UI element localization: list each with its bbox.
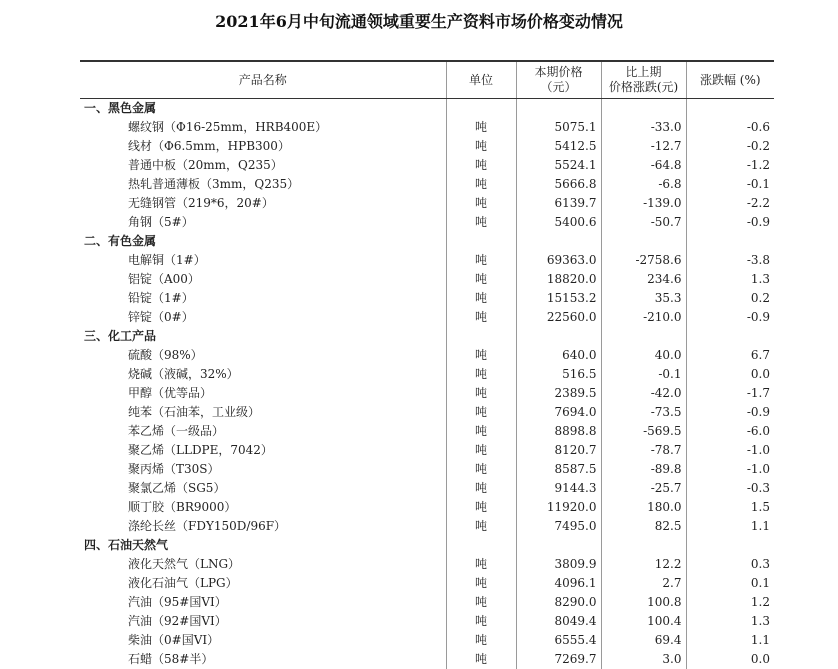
price-cell: 8120.7 xyxy=(516,441,601,460)
unit-cell: 吨 xyxy=(446,384,516,403)
change-cell: -25.7 xyxy=(601,479,686,498)
change-cell: -78.7 xyxy=(601,441,686,460)
page-title: 2021年6月中旬流通领域重要生产资料市场价格变动情况 xyxy=(215,12,623,31)
product-name-cell: 锌锭（0#） xyxy=(80,308,446,327)
change-cell: 100.8 xyxy=(601,593,686,612)
table-row xyxy=(80,593,774,612)
product-name-cell: 聚乙烯（LLDPE，7042） xyxy=(80,441,446,460)
percent-cell: 6.7 xyxy=(750,348,770,362)
change-cell: 100.4 xyxy=(601,612,686,631)
percent-cell: 1.1 xyxy=(750,519,770,533)
price-cell: 18820.0 xyxy=(516,270,601,289)
change-cell: 12.2 xyxy=(601,555,686,574)
category-name: 一、黑色金属 xyxy=(80,99,446,119)
price-cell: 8290.0 xyxy=(516,593,601,612)
table-row xyxy=(80,517,774,536)
price-cell: 6555.4 xyxy=(516,631,601,650)
product-name-cell: 铝锭（A00） xyxy=(80,270,446,289)
change-cell: 35.3 xyxy=(601,289,686,308)
category-name: 二、有色金属 xyxy=(80,232,446,251)
product-name-cell: 纯苯（石油苯，工业级） xyxy=(80,403,446,422)
product-name-cell: 石蜡（58#半） xyxy=(80,650,446,669)
unit-cell: 吨 xyxy=(446,137,516,156)
table-row xyxy=(80,270,774,289)
unit-cell: 吨 xyxy=(446,346,516,365)
percent-cell: 0.3 xyxy=(750,557,770,571)
table-row xyxy=(80,631,774,650)
price-cell: 2389.5 xyxy=(516,384,601,403)
price-cell: 11920.0 xyxy=(516,498,601,517)
price-cell: 69363.0 xyxy=(516,251,601,270)
product-name-cell: 热轧普通薄板（3mm，Q235） xyxy=(80,175,446,194)
change-cell: 180.0 xyxy=(601,498,686,517)
percent-cell: 0.1 xyxy=(750,576,770,590)
price-cell: 15153.2 xyxy=(516,289,601,308)
empty-cell xyxy=(516,99,601,119)
price-cell: 516.5 xyxy=(516,365,601,384)
table-row xyxy=(80,574,774,593)
category-row xyxy=(80,536,774,555)
empty-cell xyxy=(686,327,774,346)
table-row xyxy=(80,308,774,327)
empty-cell xyxy=(446,232,516,251)
change-cell: 40.0 xyxy=(601,346,686,365)
header-change-line2: 价格涨跌(元) xyxy=(608,80,679,94)
percent-cell: -0.1 xyxy=(746,177,770,191)
category-name: 三、化工产品 xyxy=(80,327,446,346)
table-row xyxy=(80,213,774,232)
price-cell: 8898.8 xyxy=(516,422,601,441)
price-cell: 5524.1 xyxy=(516,156,601,175)
change-cell: -89.8 xyxy=(601,460,686,479)
header-price-line1: 本期价格 xyxy=(534,65,583,79)
price-cell: 5412.5 xyxy=(516,137,601,156)
change-cell: -2758.6 xyxy=(601,251,686,270)
change-cell: -73.5 xyxy=(601,403,686,422)
empty-cell xyxy=(516,536,601,555)
unit-cell: 吨 xyxy=(446,118,516,137)
empty-cell xyxy=(601,536,686,555)
change-cell: 3.0 xyxy=(601,650,686,669)
table-row xyxy=(80,194,774,213)
table-row xyxy=(80,365,774,384)
price-cell: 7694.0 xyxy=(516,403,601,422)
percent-cell: 0.2 xyxy=(750,291,770,305)
product-name-cell: 角钢（5#） xyxy=(80,213,446,232)
price-cell: 5075.1 xyxy=(516,118,601,137)
percent-cell: 0.0 xyxy=(750,367,770,381)
table-row xyxy=(80,175,774,194)
percent-cell: -2.2 xyxy=(746,196,770,210)
unit-cell: 吨 xyxy=(446,194,516,213)
price-table xyxy=(80,60,774,669)
percent-cell: -0.3 xyxy=(746,481,770,495)
price-cell: 4096.1 xyxy=(516,574,601,593)
empty-cell xyxy=(516,232,601,251)
percent-cell: -0.2 xyxy=(746,139,770,153)
empty-cell xyxy=(446,536,516,555)
product-name-cell: 螺纹钢（Φ16-25mm，HRB400E） xyxy=(80,118,446,137)
product-name-cell: 聚氯乙烯（SG5） xyxy=(80,479,446,498)
header-price-line2: （元） xyxy=(540,80,577,94)
empty-cell xyxy=(686,232,774,251)
empty-cell xyxy=(601,232,686,251)
change-cell: -12.7 xyxy=(601,137,686,156)
unit-cell: 吨 xyxy=(446,365,516,384)
product-name-cell: 涤纶长丝（FDY150D/96F） xyxy=(80,517,446,536)
product-name-cell: 线材（Φ6.5mm，HPB300） xyxy=(80,137,446,156)
empty-cell xyxy=(446,99,516,119)
percent-cell: 1.3 xyxy=(750,614,770,628)
table-row xyxy=(80,479,774,498)
table-row xyxy=(80,289,774,308)
percent-cell: -0.9 xyxy=(746,405,770,419)
product-name-cell: 铅锭（1#） xyxy=(80,289,446,308)
empty-cell xyxy=(516,327,601,346)
header-change-line1: 比上期 xyxy=(625,65,662,79)
table-row xyxy=(80,612,774,631)
table-row xyxy=(80,650,774,669)
change-cell: -210.0 xyxy=(601,308,686,327)
percent-cell: -1.2 xyxy=(746,158,770,172)
empty-cell xyxy=(446,327,516,346)
change-cell: -64.8 xyxy=(601,156,686,175)
product-name-cell: 柴油（0#国VI） xyxy=(80,631,446,650)
product-name-cell: 液化石油气（LPG） xyxy=(80,574,446,593)
change-cell: -0.1 xyxy=(601,365,686,384)
unit-cell: 吨 xyxy=(446,270,516,289)
unit-cell: 吨 xyxy=(446,650,516,669)
price-cell: 640.0 xyxy=(516,346,601,365)
table-row xyxy=(80,403,774,422)
unit-cell: 吨 xyxy=(446,517,516,536)
unit-cell: 吨 xyxy=(446,479,516,498)
product-name-cell: 普通中板（20mm，Q235） xyxy=(80,156,446,175)
table-row xyxy=(80,441,774,460)
percent-cell: -1.7 xyxy=(746,386,770,400)
percent-cell: 1.2 xyxy=(750,595,770,609)
price-cell: 8049.4 xyxy=(516,612,601,631)
empty-cell xyxy=(686,536,774,555)
change-cell: -50.7 xyxy=(601,213,686,232)
product-name-cell: 无缝钢管（219*6，20#） xyxy=(80,194,446,213)
unit-cell: 吨 xyxy=(446,156,516,175)
unit-cell: 吨 xyxy=(446,308,516,327)
product-name-cell: 聚丙烯（T30S） xyxy=(80,460,446,479)
category-row xyxy=(80,327,774,346)
table-body xyxy=(80,99,774,669)
price-cell: 7269.7 xyxy=(516,650,601,669)
unit-cell: 吨 xyxy=(446,422,516,441)
table-row xyxy=(80,251,774,270)
percent-cell: -6.0 xyxy=(746,424,770,438)
change-cell: -139.0 xyxy=(601,194,686,213)
category-row xyxy=(80,232,774,251)
header-percent: 涨跌幅 (%) xyxy=(686,61,774,99)
percent-cell: 0.0 xyxy=(750,652,770,666)
percent-cell: -3.8 xyxy=(746,253,770,267)
percent-cell: -0.6 xyxy=(746,120,770,134)
product-name-cell: 甲醇（优等品） xyxy=(80,384,446,403)
unit-cell: 吨 xyxy=(446,631,516,650)
change-cell: 69.4 xyxy=(601,631,686,650)
percent-cell: 1.3 xyxy=(750,272,770,286)
unit-cell: 吨 xyxy=(446,593,516,612)
category-name: 四、石油天然气 xyxy=(80,536,446,555)
change-cell: -6.8 xyxy=(601,175,686,194)
empty-cell xyxy=(601,99,686,119)
price-cell: 5400.6 xyxy=(516,213,601,232)
table-row xyxy=(80,460,774,479)
percent-cell: -0.9 xyxy=(746,310,770,324)
change-cell: 234.6 xyxy=(601,270,686,289)
unit-cell: 吨 xyxy=(446,251,516,270)
header-unit: 单位 xyxy=(446,61,516,99)
unit-cell: 吨 xyxy=(446,289,516,308)
price-cell: 3809.9 xyxy=(516,555,601,574)
unit-cell: 吨 xyxy=(446,612,516,631)
percent-cell: -0.9 xyxy=(746,215,770,229)
unit-cell: 吨 xyxy=(446,555,516,574)
price-cell: 7495.0 xyxy=(516,517,601,536)
empty-cell xyxy=(686,99,774,119)
product-name-cell: 烧碱（液碱，32%） xyxy=(80,365,446,384)
table-row xyxy=(80,346,774,365)
table-row xyxy=(80,384,774,403)
price-cell: 22560.0 xyxy=(516,308,601,327)
product-name-cell: 顺丁胶（BR9000） xyxy=(80,498,446,517)
table-row xyxy=(80,137,774,156)
percent-cell: 1.5 xyxy=(750,500,770,514)
price-cell: 6139.7 xyxy=(516,194,601,213)
product-name-cell: 汽油（92#国VI） xyxy=(80,612,446,631)
unit-cell: 吨 xyxy=(446,213,516,232)
change-cell: -569.5 xyxy=(601,422,686,441)
price-cell: 5666.8 xyxy=(516,175,601,194)
price-cell: 9144.3 xyxy=(516,479,601,498)
change-cell: -42.0 xyxy=(601,384,686,403)
product-name-cell: 电解铜（1#） xyxy=(80,251,446,270)
unit-cell: 吨 xyxy=(446,574,516,593)
change-cell: 82.5 xyxy=(601,517,686,536)
unit-cell: 吨 xyxy=(446,498,516,517)
percent-cell: -1.0 xyxy=(746,462,770,476)
table-header-row xyxy=(80,61,774,99)
category-row xyxy=(80,99,774,119)
unit-cell: 吨 xyxy=(446,403,516,422)
change-cell: 2.7 xyxy=(601,574,686,593)
product-name-cell: 汽油（95#国VI） xyxy=(80,593,446,612)
header-change xyxy=(601,61,686,99)
change-cell: -33.0 xyxy=(601,118,686,137)
product-name-cell: 苯乙烯（一级品） xyxy=(80,422,446,441)
header-price xyxy=(516,61,601,99)
percent-cell: 1.1 xyxy=(750,633,770,647)
product-name-cell: 液化天然气（LNG） xyxy=(80,555,446,574)
unit-cell: 吨 xyxy=(446,441,516,460)
header-product-name: 产品名称 xyxy=(80,61,446,99)
table-row xyxy=(80,118,774,137)
table-row xyxy=(80,422,774,441)
price-cell: 8587.5 xyxy=(516,460,601,479)
table-row xyxy=(80,498,774,517)
table-row xyxy=(80,555,774,574)
table-row xyxy=(80,156,774,175)
product-name-cell: 硫酸（98%） xyxy=(80,346,446,365)
empty-cell xyxy=(601,327,686,346)
unit-cell: 吨 xyxy=(446,175,516,194)
unit-cell: 吨 xyxy=(446,460,516,479)
percent-cell: -1.0 xyxy=(746,443,770,457)
